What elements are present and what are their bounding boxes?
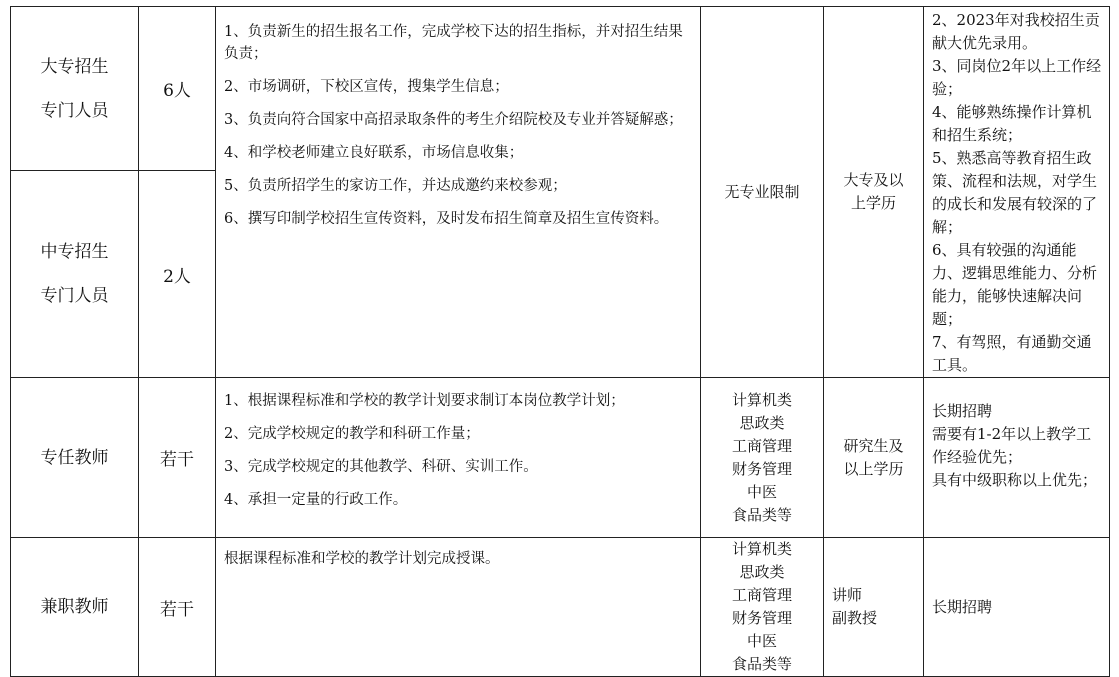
requirement-item: 具有中级职称以上优先； — [932, 471, 1098, 489]
headcount-fulltime: 若干 — [139, 378, 216, 538]
major-item: 思政类 — [739, 413, 785, 432]
position-name-zhongzhuan — [11, 171, 139, 378]
major-item: 工商管理 — [731, 436, 792, 455]
requirement-item: 3、同岗位2年以上工作经验； — [932, 57, 1102, 98]
requirements-recruit — [924, 7, 1110, 378]
duties-fulltime — [216, 378, 701, 538]
requirement-item: 长期招聘 — [932, 402, 993, 420]
education-line: 上学历 — [850, 194, 896, 212]
major-item: 工商管理 — [731, 586, 792, 604]
major-item: 中医 — [746, 482, 777, 501]
requirements-parttime — [924, 538, 1110, 677]
duty-item: 4、和学校老师建立良好联系，市场信息收集； — [224, 145, 524, 161]
duty-item: 3、负责向符合国家中高招录取条件的考生介绍院校及专业并答疑解惑； — [224, 112, 683, 128]
duty-item: 5、负责所招学生的家访工作，并达成邀约来校参观； — [224, 178, 567, 194]
major-item: 思政类 — [739, 563, 785, 581]
table-row — [11, 7, 1110, 171]
duty-item: 2、完成学校规定的教学和科研工作量； — [224, 426, 480, 442]
position-name-line: 专门人员 — [40, 100, 109, 121]
requirements-fulltime — [924, 378, 1110, 538]
education-line: 以上学历 — [843, 459, 904, 478]
recruitment-table — [10, 6, 1110, 677]
education-parttime — [824, 538, 924, 677]
requirement-item: 4、能够熟练操作计算机和招生系统； — [932, 103, 1092, 144]
major-item: 食品类等 — [731, 505, 792, 524]
position-name-fulltime: 专任教师 — [11, 378, 139, 538]
position-name-dazhuan — [11, 7, 139, 171]
education-line: 研究生及 — [843, 436, 904, 455]
headcount-parttime: 若干 — [139, 538, 216, 677]
majors-parttime — [701, 538, 824, 677]
education-line: 讲师 — [832, 586, 863, 604]
major-item: 食品类等 — [731, 655, 792, 673]
requirement-item: 6、具有较强的沟通能力、逻辑思维能力、分析能力，能够快速解决问题； — [932, 241, 1098, 328]
major-item: 计算机类 — [731, 540, 792, 558]
duty-item: 根据课程标准和学校的教学计划完成授课。 — [224, 551, 500, 567]
table-row — [11, 378, 1110, 538]
education-line: 副教授 — [832, 609, 878, 627]
duty-item: 6、撰写印制学校招生宣传资料，及时发布招生简章及招生宣传资料。 — [224, 211, 669, 227]
major-recruit: 无专业限制 — [701, 7, 824, 378]
table-row — [11, 538, 1110, 677]
duty-item: 1、根据课程标准和学校的教学计划要求制订本岗位教学计划； — [224, 393, 625, 409]
major-item: 财务管理 — [731, 459, 792, 478]
requirement-item: 需要有1-2年以上教学工作经验优先； — [932, 425, 1092, 466]
majors-fulltime — [701, 378, 824, 538]
education-recruit — [824, 7, 924, 378]
position-name-parttime: 兼职教师 — [11, 538, 139, 677]
duty-item: 2、市场调研，下校区宣传，搜集学生信息； — [224, 79, 509, 95]
major-item: 财务管理 — [731, 609, 792, 627]
requirement-item: 7、有驾照，有通勤交通工具。 — [932, 333, 1092, 374]
position-name-line: 专门人员 — [40, 286, 109, 307]
requirement-item: 2、2023年对我校招生贡献大优先录用。 — [932, 11, 1100, 52]
major-item: 中医 — [746, 632, 777, 650]
headcount-dazhuan: 6人 — [139, 7, 216, 171]
position-name-line: 大专招生 — [40, 56, 109, 77]
duties-recruit — [216, 7, 701, 378]
duty-item: 3、完成学校规定的其他教学、科研、实训工作。 — [224, 459, 538, 475]
position-name-line: 中专招生 — [40, 242, 109, 263]
requirement-item: 5、熟悉高等教育招生政策、流程和法规，对学生的成长和发展有较深的了解； — [932, 149, 1098, 236]
headcount-zhongzhuan: 2人 — [139, 171, 216, 378]
duty-item: 4、承担一定量的行政工作。 — [224, 492, 408, 508]
requirement-item: 长期招聘 — [932, 597, 993, 616]
education-line: 大专及以 — [843, 171, 904, 189]
duty-item: 1、负责新生的招生报名工作，完成学校下达的招生指标，并对招生结果负责； — [224, 24, 683, 62]
major-item: 计算机类 — [731, 390, 792, 409]
education-fulltime — [824, 378, 924, 538]
duties-parttime — [216, 538, 701, 677]
